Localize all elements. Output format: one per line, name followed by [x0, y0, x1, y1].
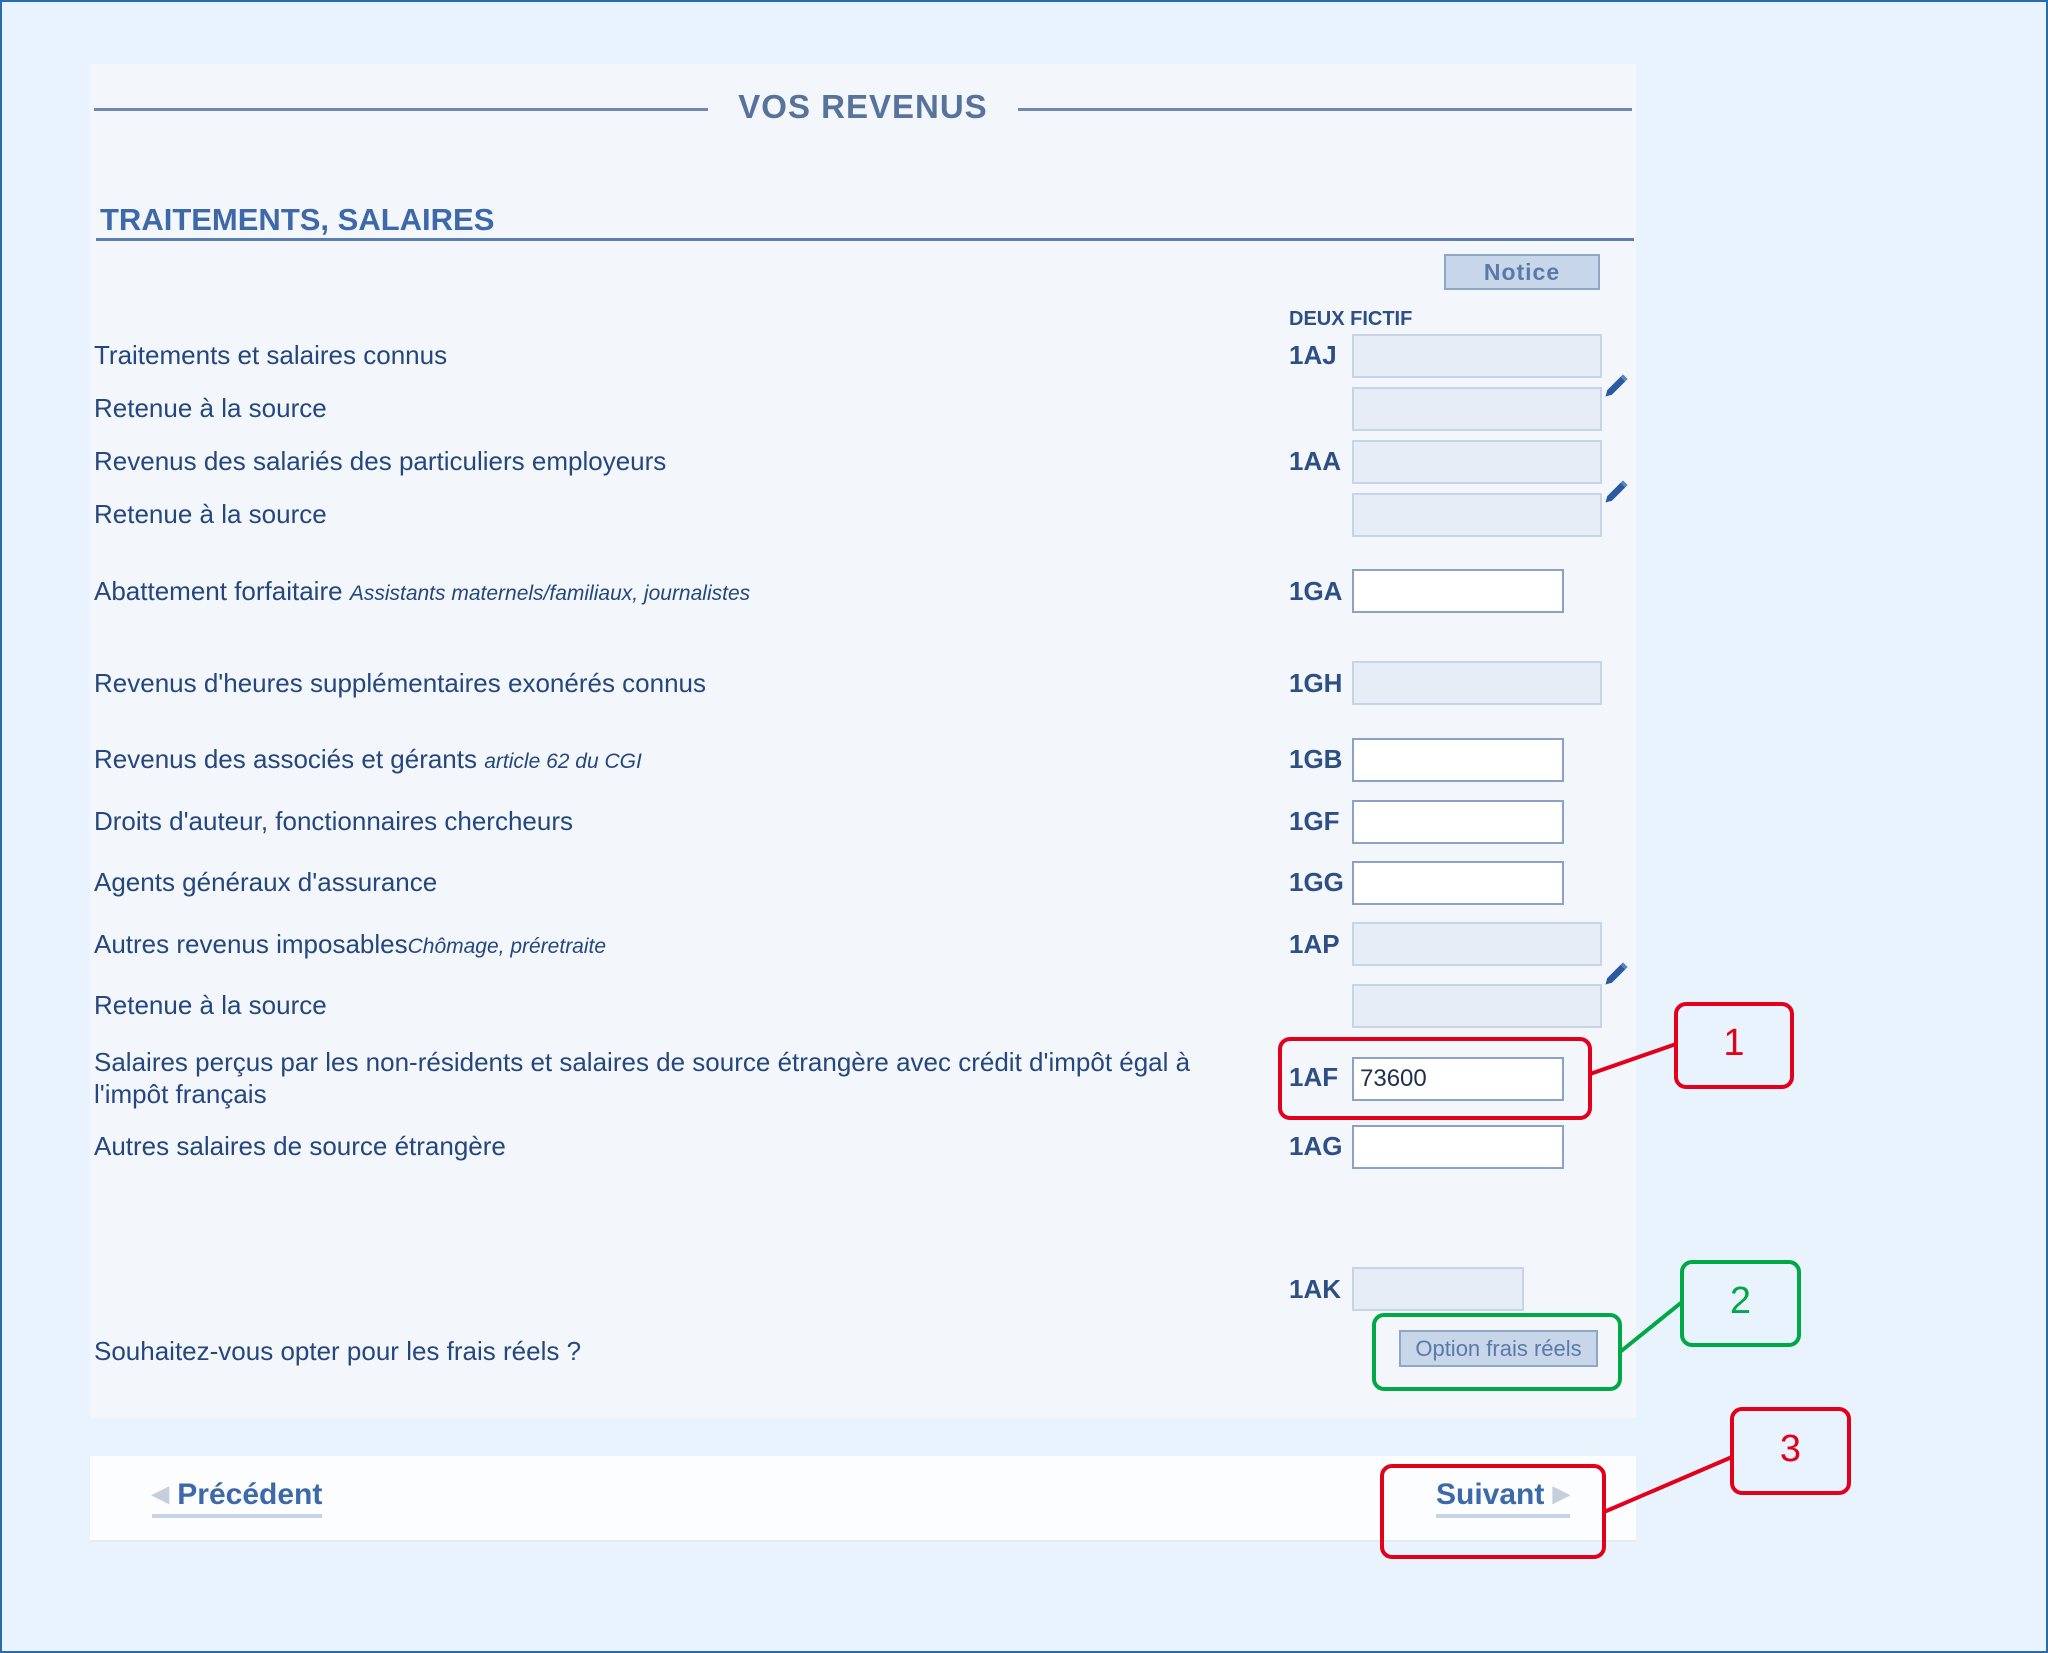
code-1gg: 1GG	[1289, 867, 1344, 897]
row-note-1ga: Assistants maternels/familiaux, journalistes	[349, 582, 751, 605]
code-1gh: 1GH	[1289, 668, 1343, 698]
row-label-retenue-3: Retenue à la source	[94, 990, 327, 1020]
callout-number-2: 2	[1729, 1280, 1752, 1322]
arrow-right-icon: ▶	[1552, 1481, 1570, 1506]
row-label-1ap-text: Autres revenus imposables	[94, 929, 408, 959]
row-label-1aa: Revenus des salariés des particuliers employeurs	[94, 446, 667, 476]
callout-box-suivant	[1380, 1464, 1606, 1559]
code-1ap: 1AP	[1289, 929, 1340, 959]
row-label-retenue-2: Retenue à la source	[94, 499, 327, 529]
row-label-1ag: Autres salaires de source étrangère	[94, 1131, 506, 1161]
code-1gf: 1GF	[1289, 806, 1340, 836]
arrow-left-icon: ◀	[152, 1481, 169, 1506]
next-label: Suivant	[1436, 1478, 1545, 1511]
declarant-label: DEUX FICTIF	[1289, 308, 1413, 330]
row-label-1gh: Revenus d'heures supplémentaires exonérés connus	[94, 668, 707, 698]
row-label-1ga-text: Abattement forfaitaire	[94, 576, 343, 606]
row-label-1af: Salaires perçus par les non-résidents et salaires de source étrangère avec crédit d'impôt égal à l'impôt français	[94, 1047, 1191, 1109]
frais-reels-question: Souhaitez-vous opter pour les frais réels ?	[94, 1336, 582, 1366]
field-1af[interactable]: 73600	[1352, 1057, 1564, 1101]
row-label-1gf: Droits d'auteur, fonctionnaires chercheurs	[94, 806, 573, 836]
row-label-1aj: Traitements et salaires connus	[94, 340, 448, 370]
callout-number-1: 1	[1723, 1022, 1745, 1064]
code-1ak: 1AK	[1289, 1274, 1342, 1304]
row-label-retenue-1: Retenue à la source	[94, 393, 327, 423]
row-note-1gb: article 62 du CGI	[484, 750, 642, 773]
section-title: TRAITEMENTS, SALAIRES	[100, 202, 495, 237]
row-label-1gg: Agents généraux d'assurance	[94, 867, 438, 897]
notice-button[interactable]: Notice	[1444, 254, 1600, 290]
page-title: VOS REVENUS	[90, 88, 1636, 126]
row-note-1ap: Chômage, préretraite	[407, 935, 607, 958]
option-frais-reels-button[interactable]: Option frais réels	[1399, 1330, 1598, 1367]
code-1ga: 1GA	[1289, 576, 1343, 606]
code-1gb: 1GB	[1289, 744, 1343, 774]
row-label-1gb-text: Revenus des associés et gérants	[94, 744, 477, 774]
callout-box-1af	[1278, 1037, 1592, 1120]
callout-number-3: 3	[1779, 1428, 1802, 1470]
previous-label: Précédent	[177, 1478, 323, 1511]
callout-box-frais-reels	[1372, 1313, 1622, 1391]
code-1aj: 1AJ	[1289, 340, 1337, 370]
code-1aa: 1AA	[1289, 446, 1342, 476]
code-1af: 1AF	[1289, 1062, 1339, 1092]
code-1ag: 1AG	[1289, 1131, 1343, 1161]
